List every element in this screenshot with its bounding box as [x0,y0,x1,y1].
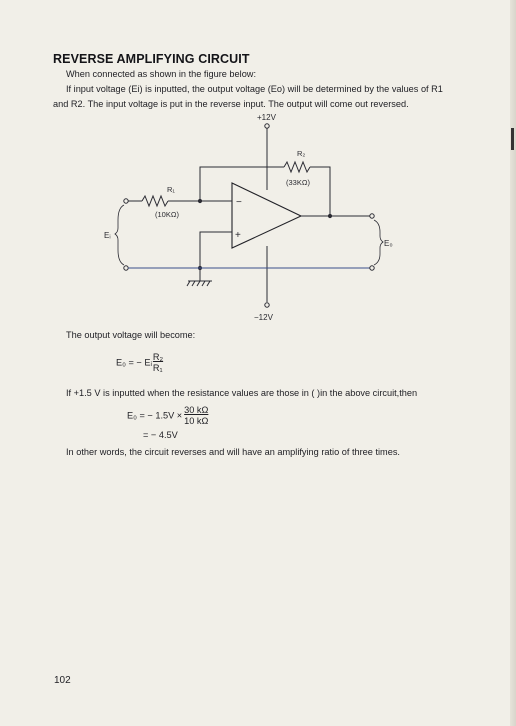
formula-example [127,405,208,427]
example-fraction [184,405,208,427]
noninverting-wire [200,232,232,268]
example-text: If +1.5 V is inputted when the resistance values are those in ( )in the above circuit,then [66,388,418,398]
output-terminal-top [370,214,374,218]
vminus-label: −12V [254,313,273,322]
section-heading: REVERSE AMPLIFYING CIRCUIT [53,52,250,66]
eo-label: E₀ [384,239,393,248]
intro-paragraph [53,67,457,112]
ground-hatch [202,281,205,286]
formula-output-voltage [116,352,163,374]
r2-name: R₂ [297,149,306,158]
formula-numerator: R₂ [152,352,164,362]
feedback-wire [200,167,284,201]
feedback-return-wire [310,167,330,216]
r1-name: R₁ [167,185,175,194]
formula-fraction [153,352,163,374]
example-result: = − 4.5V [143,430,178,440]
output-terminal-bottom [370,266,374,270]
node-r1-feedback [198,199,201,202]
ground-hatch [207,281,210,286]
reverse-amplifier-circuit [96,108,396,323]
eo-bracket [374,220,383,265]
binder-edge [510,0,516,726]
page-number: 102 [54,675,71,686]
vplus-label: +12V [257,113,276,122]
example-numerator: 30 kΩ [184,405,209,415]
example-denominator: 10 kΩ [184,416,209,426]
ei-label: Eᵢ [104,231,111,240]
r2-resistor [284,162,310,172]
formula-lhs: E₀ = − Eᵢ [116,357,152,368]
ei-bracket [115,205,124,265]
opamp-symbol [232,183,301,248]
formula-denominator: R₁ [152,363,163,373]
inverting-sign: − [236,197,242,208]
binder-mark [511,128,514,150]
noninverting-sign: + [235,230,241,241]
r2-value: (33KΩ) [286,178,310,187]
r1-value: (10KΩ) [155,210,179,219]
example-lhs: E₀ = − 1.5V × [127,410,183,421]
ground-hatch [187,281,190,286]
intro-line-2: If input voltage (Ei) is inputted, the output voltage (Eo) will be determined by the values of R1 and R2. The input voltage is put in the reverse input. The output will come out reversed. [53,84,443,109]
vplus-terminal [265,124,269,128]
formula-intro: The output voltage will become: [66,330,196,340]
input-terminal-top [124,199,128,203]
input-terminal-bottom [124,266,128,270]
conclusion-text: In other words, the circuit reverses and will have an amplifying ratio of three times. [66,447,400,457]
vminus-terminal [265,303,269,307]
ground-hatch [192,281,195,286]
r1-resistor [142,196,168,206]
node-output [328,214,331,217]
intro-line-1: When connected as shown in the figure below: [66,69,256,79]
ground-hatch [197,281,200,286]
